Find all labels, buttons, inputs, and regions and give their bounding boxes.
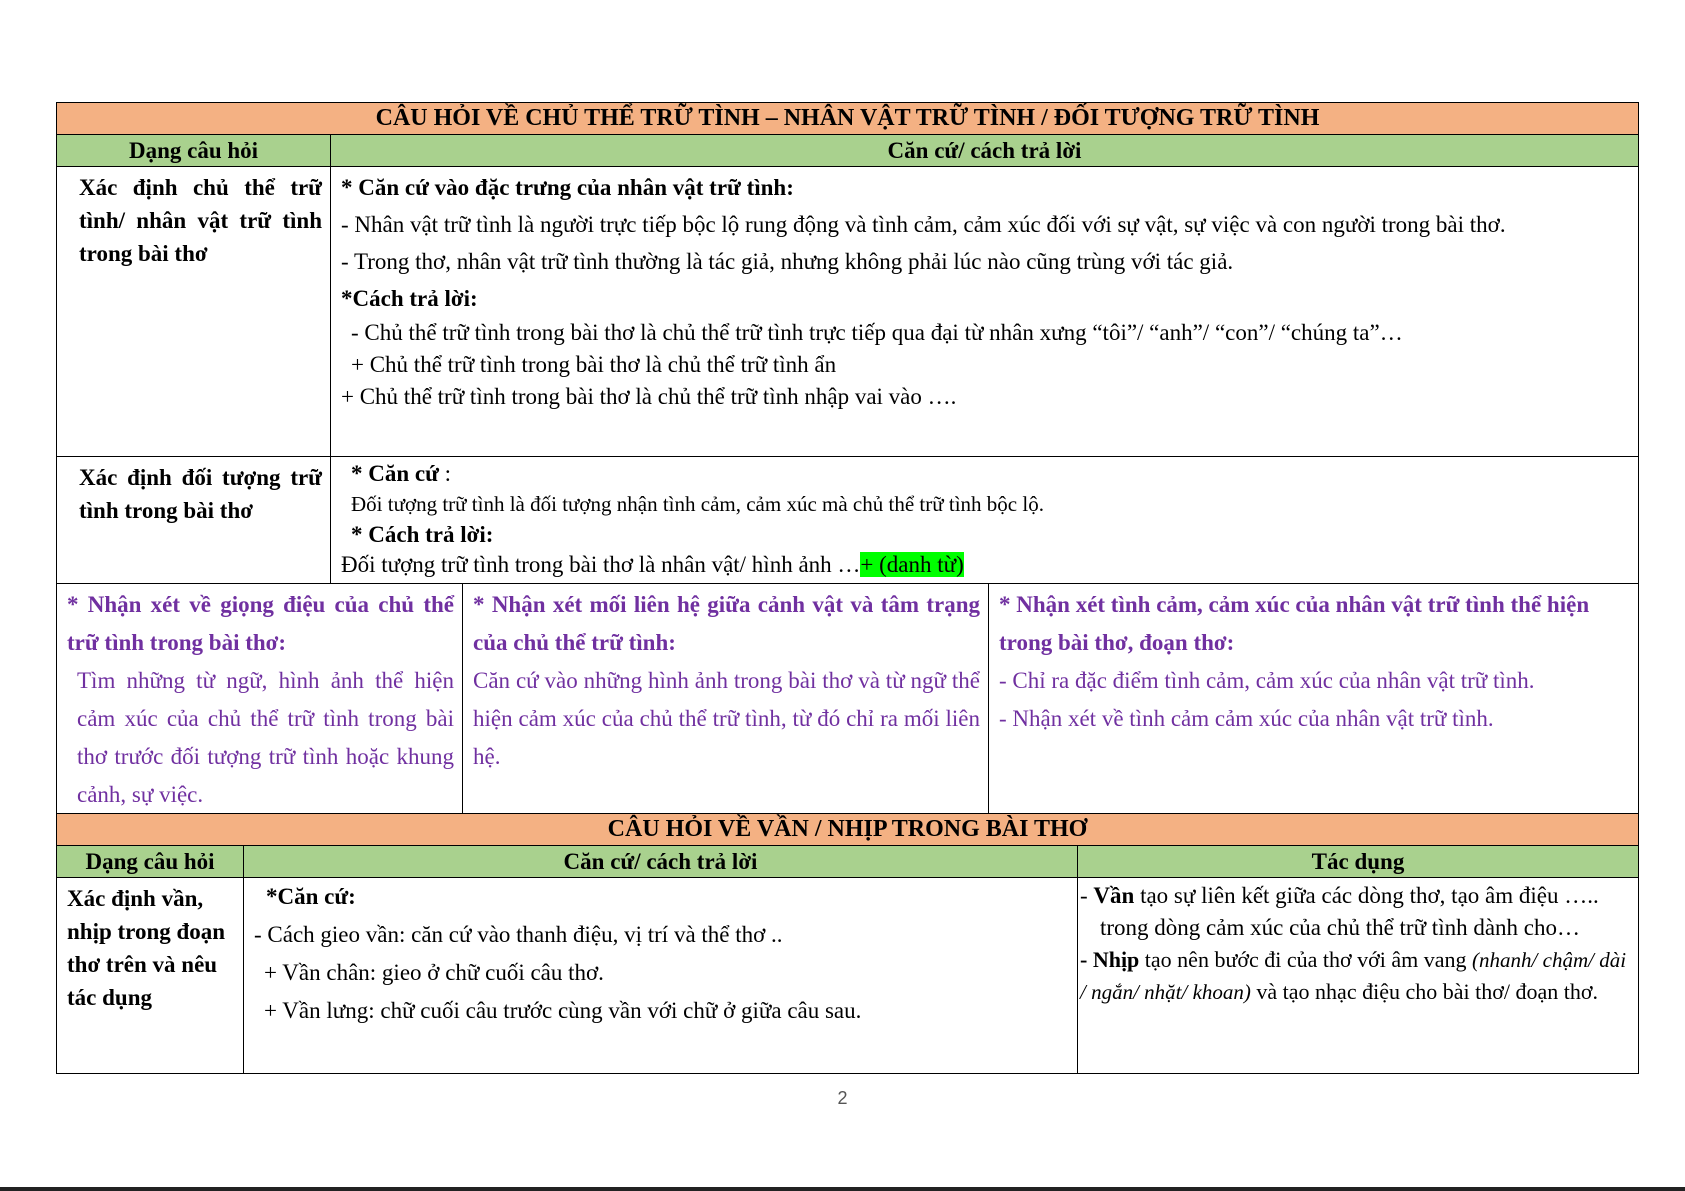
s2-effect-rhythm-italic: (nhanh/ chậm/ dài / ngắn/ nhặt/ khoan) (1080, 948, 1627, 1004)
scene-mood-cell (463, 583, 989, 814)
scene-mood-body: Căn cứ vào những hình ảnh trong bài thơ và từ ngữ thể hiện cảm xúc của chủ thể trữ tình, từ đó chỉ ra mối liên hệ. (473, 667, 980, 769)
s2-col-header-answer: Căn cứ/ cách trả lời (244, 846, 1078, 878)
s2-basis-title: *Căn cứ: (266, 884, 356, 909)
s2-basis-2: + Vần chân: gieo ở chữ cuối câu thơ. (264, 960, 604, 985)
s2-basis-cell (244, 878, 1078, 1074)
row1-answer-2: + Chủ thể trữ tình trong bài thơ là chủ thể trữ tình ẩn (351, 352, 837, 377)
row1-content (331, 167, 1639, 457)
row2-basis-1: Đối tượng trữ tình là đối tượng nhận tình cảm, cảm xúc mà chủ thể trữ tình bộc lộ. (351, 492, 1044, 516)
row1-basis-2: - Trong thơ, nhân vật trữ tình thường là tác giả, nhưng không phải lúc nào cũng trùng với tác giả. (341, 249, 1234, 274)
row2-content (331, 457, 1639, 584)
section1-title: CÂU HỎI VỀ CHỦ THỂ TRỮ TÌNH – NHÂN VẬT TRỮ TÌNH / ĐỐI TƯỢNG TRỮ TÌNH (57, 103, 1639, 135)
emotion-title: * Nhận xét tình cảm, cảm xúc của nhân vật trữ tình thể hiện trong bài thơ, đoạn thơ: (999, 591, 1590, 655)
emotion-item-2: - Nhận xét về tình cảm cảm xúc của nhân vật trữ tình. (999, 705, 1494, 731)
rhyme-rhythm-table (56, 813, 1639, 1074)
s2-basis-1: - Cách gieo vần: căn cứ vào thanh điệu, vị trí và thể thơ .. (254, 922, 783, 947)
col-header-type: Dạng câu hỏi (57, 135, 331, 167)
s2-row-label: Xác định vần, nhịp trong đoạn thơ trên và nêu tác dụng (57, 878, 244, 1074)
s2-effect-rhythm-b: và tạo nhạc điệu cho bài thơ/ đoạn thơ. (1250, 979, 1598, 1004)
commentary-table (56, 583, 1639, 815)
s2-effect-rhythm-a: tạo nên bước đi của thơ với âm vang (1139, 947, 1473, 972)
emotion-item-1: - Chỉ ra đặc điểm tình cảm, cảm xúc của nhân vật trữ tình. (999, 667, 1535, 693)
s2-effect-rhyme-bold: Vần (1093, 883, 1135, 908)
row1-answer-title: *Cách trả lời: (341, 286, 478, 311)
row2-answer-1: Đối tượng trữ tình trong bài thơ là nhân vật/ hình ảnh … (341, 552, 861, 577)
row1-label: Xác định chủ thể trữ tình/ nhân vật trữ tình trong bài thơ (57, 167, 331, 457)
document-page (56, 102, 1638, 1074)
row1-basis-1: - Nhân vật trữ tình là người trực tiếp bộc lộ rung động và tình cảm, cảm xúc đối với sự vật, sự việc và con người trong bài thơ. (341, 212, 1506, 237)
s2-col-header-type: Dạng câu hỏi (57, 846, 244, 878)
row2-basis-title: * Căn cứ (351, 461, 439, 486)
row1-basis-title: * Căn cứ vào đặc trưng của nhân vật trữ tình: (341, 175, 794, 200)
row2-label: Xác định đối tượng trữ tình trong bài thơ (57, 457, 331, 584)
page-number: 2 (837, 1088, 848, 1108)
s2-col-header-effect: Tác dụng (1078, 846, 1639, 878)
scene-mood-title: * Nhận xét mối liên hệ giữa cảnh vật và tâm trạng của chủ thể trữ tình: (473, 591, 980, 655)
voice-cell (57, 583, 463, 814)
s2-effect-rhyme: tạo sự liên kết giữa các dòng thơ, tạo âm điệu ….. trong dòng cảm xúc của chủ thể trữ tình dành cho… (1100, 883, 1599, 940)
s2-effect-cell: - Vần tạo sự liên kết giữa các dòng thơ, tạo âm điệu ….. trong dòng cảm xúc của chủ thể trữ tình dành cho… - Nhịp tạo nên bước đi của thơ với âm vang (nhanh/ chậm/ dài / ngắn/ nhặt/ khoan) và tạo nhạc điệu cho bài thơ/ đoạn thơ. (1078, 878, 1639, 1074)
lyric-subject-table (56, 102, 1639, 584)
bottom-border (0, 1187, 1685, 1191)
row2-answer-title: * Cách trả lời: (351, 522, 494, 547)
emotion-cell (989, 583, 1639, 814)
row1-answer-1: - Chủ thể trữ tình trong bài thơ là chủ thể trữ tình trực tiếp qua đại từ nhân xưng “tôi”/ “anh”/ “con”/ “chúng ta”… (351, 320, 1403, 345)
row2-basis-colon: : (438, 461, 452, 486)
row2-answer-highlight: + (danh từ) (860, 552, 964, 577)
s2-basis-3: + Vần lưng: chữ cuối câu trước cùng vần với chữ ở giữa câu sau. (264, 998, 862, 1023)
voice-body: Tìm những từ ngữ, hình ảnh thể hiện cảm xúc của chủ thể trữ tình trong bài thơ trước đối tượng trữ tình hoặc khung cảnh, sự việc. (77, 667, 454, 807)
col-header-answer: Căn cứ/ cách trả lời (331, 135, 1639, 167)
s2-effect-rhythm-bold: - Nhịp (1080, 947, 1140, 972)
section2-title: CÂU HỎI VỀ VẦN / NHỊP TRONG BÀI THƠ (57, 814, 1639, 846)
voice-title: * Nhận xét về giọng điệu của chủ thể trữ tình trong bài thơ: (67, 591, 454, 655)
row1-answer-3: + Chủ thể trữ tình trong bài thơ là chủ thể trữ tình nhập vai vào …. (341, 384, 957, 409)
